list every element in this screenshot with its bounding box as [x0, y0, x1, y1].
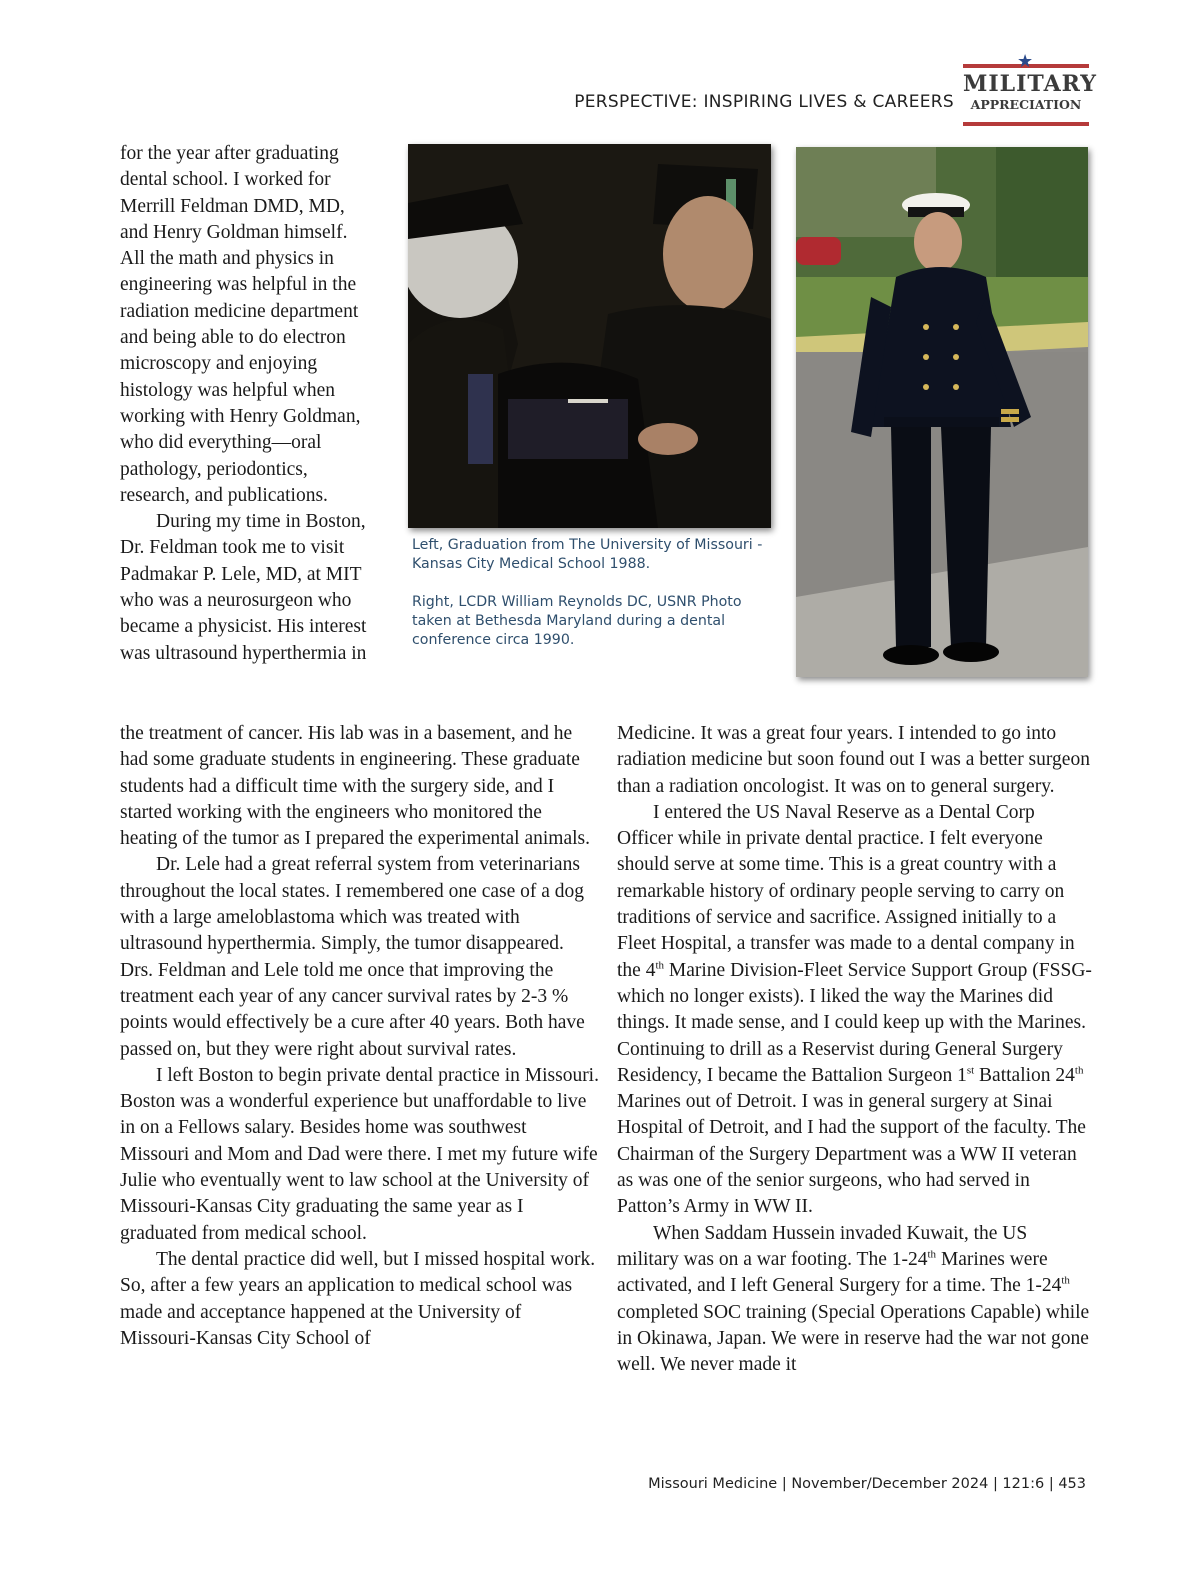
article-paragraph: I left Boston to begin private dental practice in Missouri. Boston was a wonderful experience but unaffordable to live in on a Fellows salary. Besides home was southwest Missouri and Mom and Dad were there. I met my future wife Julie who eventually went to law school at the University of Missouri-Kansas City graduating the same year as I graduated from medical school.	[120, 1064, 599, 1244]
superscript: th	[655, 959, 665, 972]
graduation-photo-icon	[408, 144, 771, 528]
article-column-right	[617, 721, 1092, 1378]
superscript: th	[1061, 1274, 1070, 1287]
text-run: When Saddam Hussein invaded Kuwait, the US military was on a war footing. The 1-24	[617, 1222, 1028, 1270]
caption-right: Right, LCDR William Reynolds DC, USNR Photo taken at Bethesda Maryland during a dental conference circa 1990.	[412, 594, 742, 648]
military-appreciation-logo	[963, 51, 1097, 128]
text-run: completed SOC training (Special Operations Capable) while in Okinawa, Japan. We were in reserve had the war not gone well. We never made it	[617, 1301, 1090, 1376]
superscript: th	[927, 1248, 937, 1261]
superscript: th	[1074, 1064, 1084, 1077]
article-paragraph	[617, 800, 1092, 1221]
naval-officer-photo-icon	[796, 147, 1088, 677]
logo-word-appreciation: APPRECIATION	[970, 97, 1082, 112]
caption-left: Left, Graduation from The University of Missouri -Kansas City Medical School 1988.	[412, 537, 763, 572]
article-paragraph: the treatment of cancer. His lab was in a basement, and he had some graduate students in engineering. These graduate students had a difficult time with the surgery side, and I started working with the engineers who monitored the heating of the tumor as I prepared the experimental animals.	[120, 723, 590, 850]
photo-caption	[412, 536, 782, 669]
text-run: Marines were activated, and I left General Surgery for a time. The 1-24	[617, 1248, 1062, 1297]
text-run: Battalion 24	[974, 1064, 1075, 1086]
naval-officer-photo	[796, 147, 1088, 677]
article-paragraph: During my time in Boston, Dr. Feldman took me to visit Padmakar P. Lele, MD, at MIT who was a neurosurgeon who became a physicist. His interest was ultrasound hyperthermia in	[120, 511, 367, 664]
superscript: st	[966, 1064, 975, 1077]
article-paragraph: for the year after graduating dental school. I worked for Merrill Feldman DMD, MD, and Henry Goldman himself. All the math and physics in engineering was helpful in the radiation medicine department and being able to do electron microscopy and enjoying histology was helpful when working with Henry Goldman, who did everything—oral pathology, periodontics, research, and publications.	[120, 143, 361, 506]
logo-stripe	[963, 122, 1089, 126]
text-run: I entered the US Naval Reserve as a Dental Corp Officer while in private dental practice. I felt everyone should serve at some time. This is a great country with a remarkable history of ordinary people serving to carry on traditions of service and sacrifice. Assigned initially to a Fleet Hospital, a transfer was made to a dental company in the 4	[617, 801, 1075, 981]
section-title: PERSPECTIVE: INSPIRING LIVES & CAREERS	[574, 92, 954, 112]
article-column-left	[120, 721, 600, 1352]
text-run: Marine Division-Fleet Service Support Group (FSSG- which no longer exists). I liked the way the Marines did things. It made sense, and I could keep up with the Marines. Continuing to drill as a Reservist during General Surgery Residency, I became the Battalion Surgeon 1	[617, 959, 1092, 1086]
graduation-photo	[408, 144, 771, 528]
article-paragraph: Dr. Lele had a great referral system from veterinarians throughout the local states. I remembered one case of a dog with a large ameloblastoma which was treated with ultrasound hyperthermia. Simply, the tumor disappeared. Drs. Feldman and Lele told me once that improving the treatment each year of any cancer survival rates by 2-3 % points would effectively be a cure after 40 years. Both have passed on, but they were right about survival rates.	[120, 854, 585, 1060]
star-icon: ★	[1017, 51, 1034, 71]
article-paragraph: Medicine. It was a great four years. I intended to go into radiation medicine but soon found out I was a better surgeon than a radiation oncologist. It was on to general surgery.	[617, 723, 1090, 797]
page-footer: Missouri Medicine | November/December 2024 | 121:6 | 453	[648, 1476, 1086, 1492]
logo-word-military: MILITARY	[963, 71, 1097, 97]
article-paragraph	[617, 1221, 1092, 1379]
text-run: Marines out of Detroit. I was in general surgery at Sinai Hospital of Detroit, and I had the support of the faculty. The Chairman of the Surgery Department was a WW II veteran as was one of the senior surgeons, who had served in Patton’s Army in WW II.	[617, 1091, 1086, 1218]
article-column-top	[120, 141, 370, 667]
article-paragraph: The dental practice did well, but I missed hospital work. So, after a few years an application to medical school was made and acceptance happened at the University of Missouri-Kansas City School of	[120, 1248, 596, 1349]
